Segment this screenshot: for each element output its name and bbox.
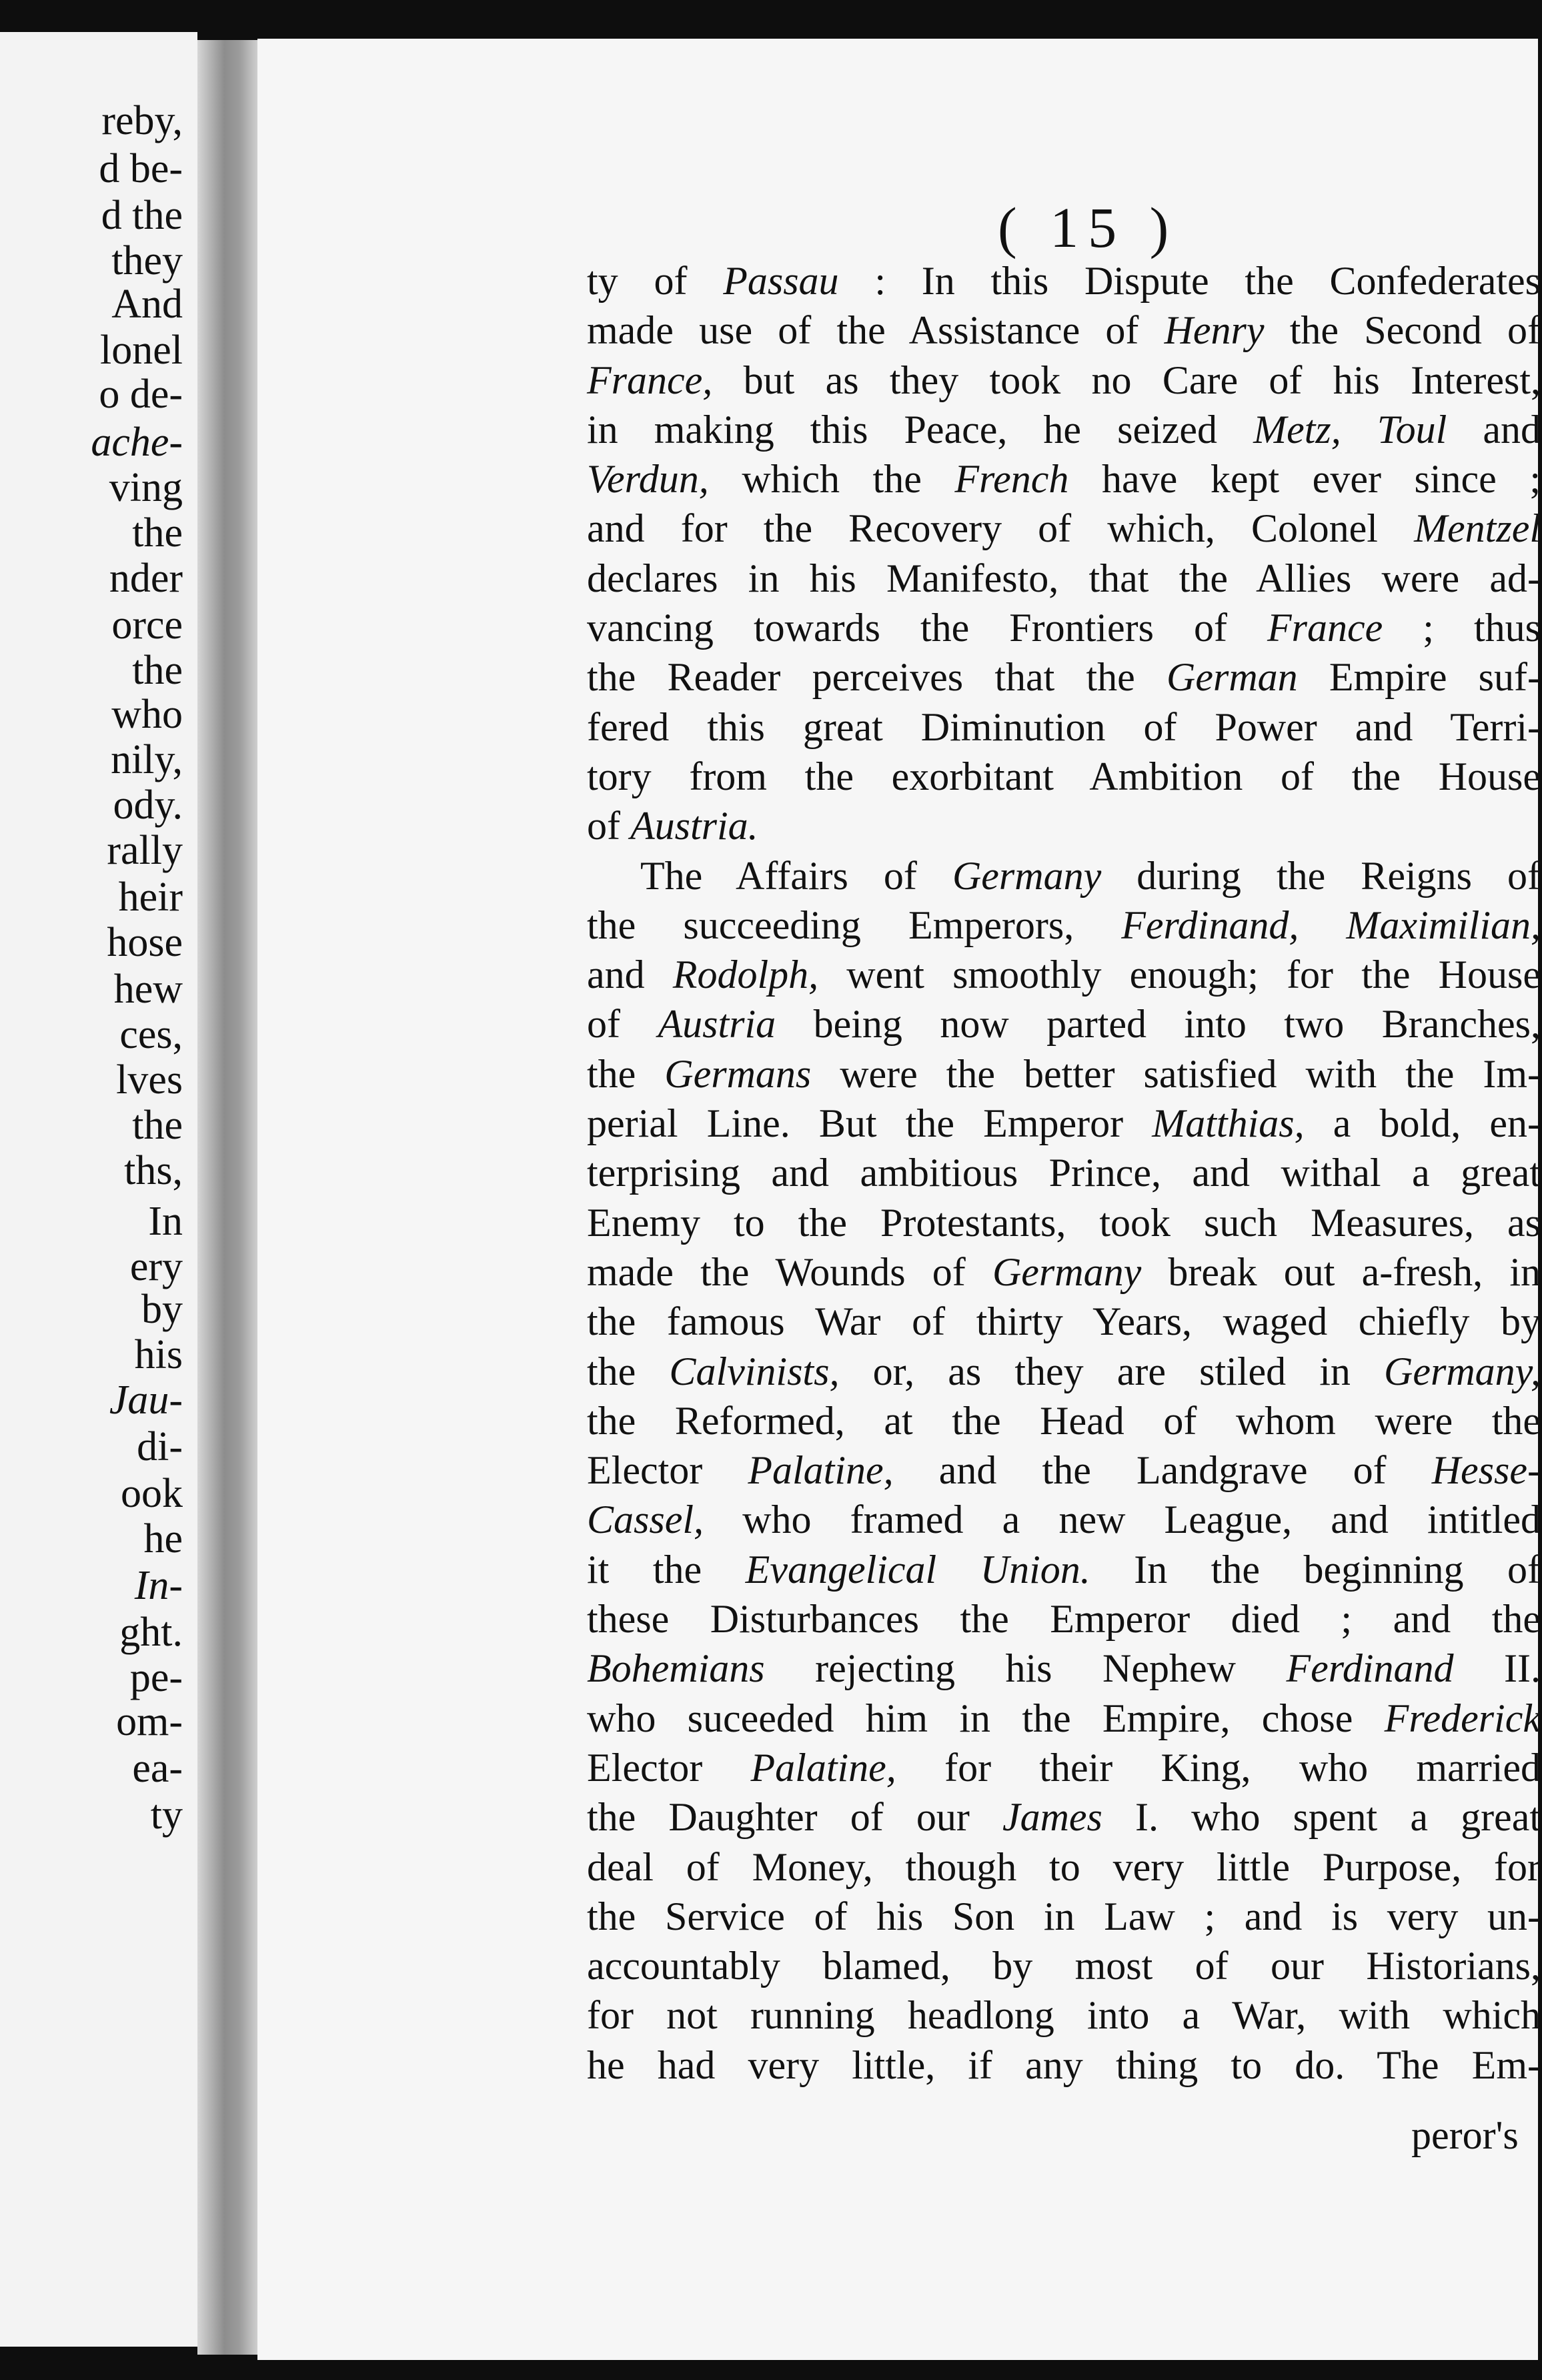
- facing-page-line: they: [111, 238, 183, 283]
- text-segment: made the Wounds of: [587, 1249, 992, 1294]
- text-line: [587, 1644, 1541, 1693]
- text-segment: : In this Dispute the Confederates: [838, 259, 1541, 303]
- text-line: [587, 504, 1541, 553]
- page-body-text: [587, 256, 1541, 2090]
- italic-text-segment: Germany: [952, 853, 1102, 898]
- text-line: [587, 1247, 1541, 1297]
- facing-page-line: d the: [101, 193, 183, 238]
- text-line: [587, 851, 1541, 901]
- italic-text-segment: Henry: [1164, 308, 1265, 353]
- text-line: [587, 801, 1541, 850]
- facing-page-line: In-: [134, 1563, 183, 1608]
- text-segment: terprising and ambitious Prince, and withal a great: [587, 1151, 1541, 1195]
- text-segment: the Service of his Son in Law ; and is very un-: [587, 1894, 1541, 1938]
- text-line: [587, 1941, 1541, 1990]
- text-segment: the Reformed, at the Head of whom were the: [587, 1398, 1541, 1443]
- facing-page-line: the: [132, 1103, 183, 1148]
- text-segment: fered this great Diminution of Power and Terri-: [587, 704, 1541, 749]
- text-segment: I. who spent a great: [1102, 1795, 1541, 1840]
- facing-page-line: di-: [137, 1424, 183, 1469]
- text-line: [587, 603, 1541, 652]
- text-line: [587, 950, 1541, 999]
- italic-text-segment: Germany: [992, 1249, 1142, 1294]
- text-line: [587, 1694, 1541, 1743]
- text-line: [587, 1396, 1541, 1445]
- text-line: [587, 306, 1541, 355]
- text-segment: vancing towards the Frontiers of: [587, 606, 1267, 650]
- facing-page-line: nily,: [111, 737, 183, 782]
- text-segment: The Affairs of: [640, 853, 952, 898]
- text-segment: Elector: [587, 1448, 748, 1493]
- italic-text-segment: Ferdinand: [1286, 1646, 1454, 1691]
- italic-text-segment: Mentzel: [1414, 506, 1541, 551]
- text-segment: went smoothly enough; for the House: [818, 953, 1541, 997]
- text-line: [587, 752, 1541, 801]
- facing-page-line: om-: [116, 1699, 183, 1744]
- text-segment: he had very little, if any thing to do. The Em-: [587, 2042, 1541, 2087]
- facing-page-line: ty: [150, 1792, 183, 1838]
- text-segment: perial Line. But the Emperor: [587, 1101, 1152, 1146]
- facing-page-line: heir: [118, 874, 183, 920]
- facing-page-line: lonel: [100, 328, 183, 373]
- facing-page-line: rally: [107, 828, 183, 873]
- text-segment: for not running headlong into a War, with which: [587, 1993, 1541, 2038]
- text-segment: ty of: [587, 259, 724, 303]
- facing-page-line: ght.: [119, 1610, 183, 1655]
- text-line: [587, 1445, 1541, 1495]
- text-line: [587, 405, 1541, 454]
- facing-page-line: ths,: [124, 1148, 183, 1193]
- text-segment: these Disturbances the Emperor died ; and the: [587, 1597, 1541, 1642]
- facing-page-line: the: [132, 510, 183, 556]
- italic-text-segment: Ferdinand, Maximilian,: [1121, 903, 1541, 947]
- text-segment: of: [587, 1002, 658, 1047]
- italic-text-segment: Rodolph,: [672, 953, 819, 997]
- italic-text-segment: Bohemians: [587, 1646, 765, 1691]
- italic-text-segment: Austria: [658, 1002, 776, 1047]
- book-gutter: [197, 40, 257, 2355]
- text-segment: accountably blamed, by most of our Historians,: [587, 1944, 1541, 1988]
- text-segment: it the: [587, 1547, 746, 1592]
- text-line: [587, 554, 1541, 603]
- text-line: [587, 1990, 1541, 2040]
- italic-text-segment: French: [954, 457, 1069, 502]
- italic-text-segment: Germans: [664, 1051, 812, 1096]
- text-segment: the Second of: [1264, 308, 1541, 353]
- page-number: ( 15 ): [998, 195, 1179, 259]
- text-line: [587, 1495, 1541, 1544]
- facing-page-line: nder: [109, 556, 183, 601]
- italic-text-segment: Matthias,: [1152, 1101, 1305, 1146]
- text-segment: rejecting his Nephew: [764, 1646, 1287, 1691]
- italic-text-segment: France,: [587, 358, 713, 402]
- text-line: [587, 1842, 1541, 1892]
- facing-page-line: ving: [109, 465, 183, 510]
- facing-page-line: hose: [107, 920, 183, 965]
- facing-page-fragment: [0, 32, 197, 2347]
- text-segment: being now parted into two Branches,: [776, 1002, 1541, 1047]
- facing-page-line: orce: [111, 602, 183, 648]
- facing-page-line: ook: [121, 1471, 183, 1516]
- text-segment: which the: [708, 457, 955, 502]
- text-line: [587, 256, 1541, 306]
- text-segment: declares in his Manifesto, that the Allies were ad-: [587, 556, 1541, 600]
- text-segment: the succeeding Emperors,: [587, 903, 1122, 947]
- facing-page-line: he: [143, 1516, 183, 1562]
- italic-text-segment: Calvinists,: [669, 1349, 840, 1393]
- text-segment: the Reader perceives that the: [587, 655, 1167, 700]
- text-segment: who suceeded him in the Empire, chose: [587, 1696, 1385, 1740]
- text-line: [587, 1594, 1541, 1644]
- italic-text-segment: James: [1002, 1795, 1102, 1840]
- text-segment: deal of Money, though to very little Purpose, for: [587, 1844, 1541, 1889]
- catchword: peror's: [1411, 2113, 1519, 2157]
- italic-text-segment: Austria.: [630, 804, 758, 848]
- facing-page-line: ody.: [113, 782, 183, 828]
- text-segment: the: [587, 1051, 665, 1096]
- text-line: [587, 356, 1541, 405]
- text-segment: have kept ever since ;: [1068, 457, 1541, 502]
- text-segment: but as they took no Care of his Interest,: [712, 358, 1541, 402]
- text-segment: of: [587, 804, 630, 848]
- facing-page-line: by: [141, 1287, 183, 1332]
- text-segment: Elector: [587, 1745, 751, 1790]
- facing-page-line: ache-: [91, 420, 183, 465]
- text-line: [587, 1792, 1541, 1842]
- italic-text-segment: Evangelical Union.: [745, 1547, 1090, 1592]
- facing-page-line: d be-: [99, 146, 183, 191]
- facing-page-line: the: [132, 648, 183, 693]
- text-segment: ; thus: [1383, 606, 1541, 650]
- italic-text-segment: Cassel,: [587, 1498, 704, 1542]
- facing-page-line: reby,: [101, 98, 183, 143]
- text-line: [587, 1892, 1541, 1941]
- text-segment: and for the Recovery of which, Colonel: [587, 506, 1415, 551]
- text-line: [587, 1148, 1541, 1197]
- text-line: [587, 1099, 1541, 1148]
- text-line: [587, 901, 1541, 950]
- italic-text-segment: Palatine,: [748, 1448, 894, 1493]
- italic-text-segment: Germany,: [1384, 1349, 1541, 1393]
- text-segment: the: [587, 1349, 670, 1393]
- text-segment: and the Landgrave of: [893, 1448, 1432, 1493]
- facing-page-line: And: [111, 281, 183, 327]
- text-segment: in making this Peace, he seized: [587, 407, 1254, 452]
- text-segment: during the Reigns of: [1101, 853, 1541, 898]
- text-line: [587, 1347, 1541, 1396]
- text-segment: and: [1447, 407, 1541, 452]
- facing-page-line: pe-: [129, 1655, 183, 1700]
- facing-page-line: ea-: [132, 1746, 183, 1791]
- italic-text-segment: German: [1167, 655, 1298, 700]
- italic-text-segment: Frederick: [1384, 1696, 1541, 1740]
- facing-page-line: In: [148, 1199, 183, 1244]
- text-segment: who framed a new League, and intitled: [704, 1498, 1541, 1542]
- text-segment: and: [587, 953, 673, 997]
- text-line: [587, 2040, 1541, 2090]
- facing-page-line: ery: [129, 1244, 183, 1289]
- italic-text-segment: France: [1267, 606, 1383, 650]
- facing-page-line: hew: [113, 967, 183, 1012]
- text-segment: for their King, who married: [896, 1745, 1541, 1790]
- italic-text-segment: Palatine,: [750, 1745, 896, 1790]
- text-segment: a bold, en-: [1304, 1101, 1541, 1146]
- facing-page-line: his: [134, 1332, 183, 1377]
- text-segment: tory from the exorbitant Ambition of the House: [587, 754, 1541, 798]
- italic-text-segment: Verdun,: [587, 457, 709, 502]
- italic-text-segment: Metz, Toul: [1253, 407, 1447, 452]
- text-segment: Empire suf-: [1297, 655, 1541, 700]
- facing-page-line: lves: [116, 1057, 183, 1103]
- facing-page-line: Jau-: [109, 1377, 183, 1423]
- text-line: [587, 1297, 1541, 1346]
- book-page: [257, 39, 1541, 2360]
- text-segment: the famous War of thirty Years, waged chiefly by: [587, 1299, 1541, 1344]
- text-segment: the Daughter of our: [587, 1795, 1002, 1840]
- italic-text-segment: Hesse-: [1431, 1448, 1541, 1493]
- text-line: [587, 1743, 1541, 1792]
- text-line: [587, 999, 1541, 1049]
- facing-page-line: ces,: [119, 1012, 183, 1057]
- text-segment: In the beginning of: [1090, 1547, 1541, 1592]
- text-segment: break out a-fresh, in: [1141, 1249, 1541, 1294]
- facing-page-line: o de-: [99, 372, 183, 417]
- text-line: [587, 1198, 1541, 1247]
- text-line: [587, 702, 1541, 752]
- text-line: [587, 1545, 1541, 1594]
- text-segment: were the better satisfied with the Im-: [811, 1051, 1541, 1096]
- facing-page-line: who: [111, 692, 183, 737]
- text-segment: made use of the Assistance of: [587, 308, 1165, 353]
- text-segment: Enemy to the Protestants, took such Measures, as: [587, 1200, 1541, 1245]
- text-segment: II.: [1453, 1646, 1541, 1691]
- text-segment: or, as they are stiled in: [839, 1349, 1385, 1393]
- italic-text-segment: Passau: [723, 259, 839, 303]
- text-line: [587, 1049, 1541, 1099]
- text-line: [587, 454, 1541, 504]
- text-line: [587, 652, 1541, 702]
